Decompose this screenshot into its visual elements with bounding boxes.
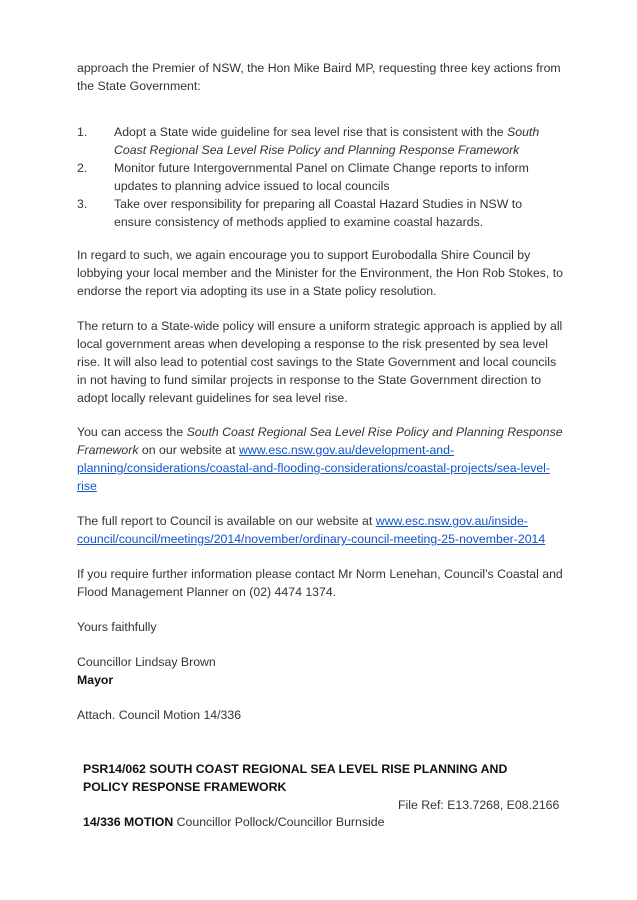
contact-paragraph: If you require further information please contact Mr Norm Lenehan, Council’s Coastal and Flood Management Planner on (02) 4474 1374. — [77, 567, 563, 599]
signer-name: Councillor Lindsay Brown — [77, 655, 216, 669]
list-item — [77, 195, 557, 231]
framework-link[interactable]: www.esc.nsw.gov.au/development-and-planning/considerations/coastal-and-flooding-considerations/coastal-projects/sea-level-rise — [77, 443, 551, 493]
report-link[interactable]: www.esc.nsw.gov.au/inside-council/council/meetings/2014/november/ordinary-council-meeting-25-november-2014 — [77, 514, 546, 546]
list-item — [77, 123, 557, 159]
access-text: on our website at — [138, 443, 239, 457]
intro-paragraph: approach the Premier of NSW, the Hon Mike Baird MP, requesting three key actions from the State Government: — [77, 61, 561, 93]
framework-title: South Coast Regional Sea Level Rise Policy and Planning Response Framework — [114, 125, 540, 157]
report-paragraph — [77, 512, 567, 548]
attachment-note: Attach. Council Motion 14/336 — [77, 708, 242, 722]
signer-title: Mayor — [77, 673, 114, 687]
motion-line — [83, 813, 384, 831]
framework-title: South Coast Regional Sea Level Rise Policy and Planning Response Framework — [77, 425, 563, 457]
list-item — [77, 159, 557, 195]
list-text: Monitor future Intergovernmental Panel on Climate Change reports to inform updates to planning advice issued to local councils — [114, 161, 529, 193]
list-text: Take over responsibility for preparing all Coastal Hazard Studies in NSW to ensure consistency of methods applied to examine coastal hazards. — [114, 197, 523, 229]
list-number: 2. — [77, 161, 88, 175]
list-text: Adopt a State wide guideline for sea level rise that is consistent with the — [114, 125, 508, 139]
actions-list — [77, 123, 557, 231]
list-number: 1. — [77, 125, 88, 139]
access-paragraph — [77, 423, 567, 495]
access-text: You can access the — [77, 425, 187, 439]
support-paragraph: In regard to such, we again encourage you to support Eurobodalla Shire Council by lobbying your local member and the Minister for the Environment, the Hon Rob Stokes, to endorse the report via adopting its use in a State policy resolution. — [77, 248, 563, 298]
closing: Yours faithfully — [77, 620, 157, 634]
list-number: 3. — [77, 197, 88, 211]
report-text: The full report to Council is available on our website at — [77, 514, 376, 528]
motion-heading: PSR14/062 SOUTH COAST REGIONAL SEA LEVEL RISE PLANNING AND POLICY RESPONSE FRAMEWORK — [83, 762, 508, 794]
motion-movers: Councillor Pollock/Councillor Burnside — [173, 815, 385, 829]
file-reference: File Ref: E13.7268, E08.2166 — [398, 798, 560, 812]
return-paragraph: The return to a State-wide policy will ensure a uniform strategic approach is applied by all local government areas when developing a response to the risk presented by sea level rise. It will also lead to potential cost savings to the State Government and local councils in not having to fund similar projects in response to the State Government direction to adopt locally relevant guidelines for sea level rise. — [77, 319, 563, 405]
motion-label: 14/336 MOTION — [83, 815, 174, 829]
